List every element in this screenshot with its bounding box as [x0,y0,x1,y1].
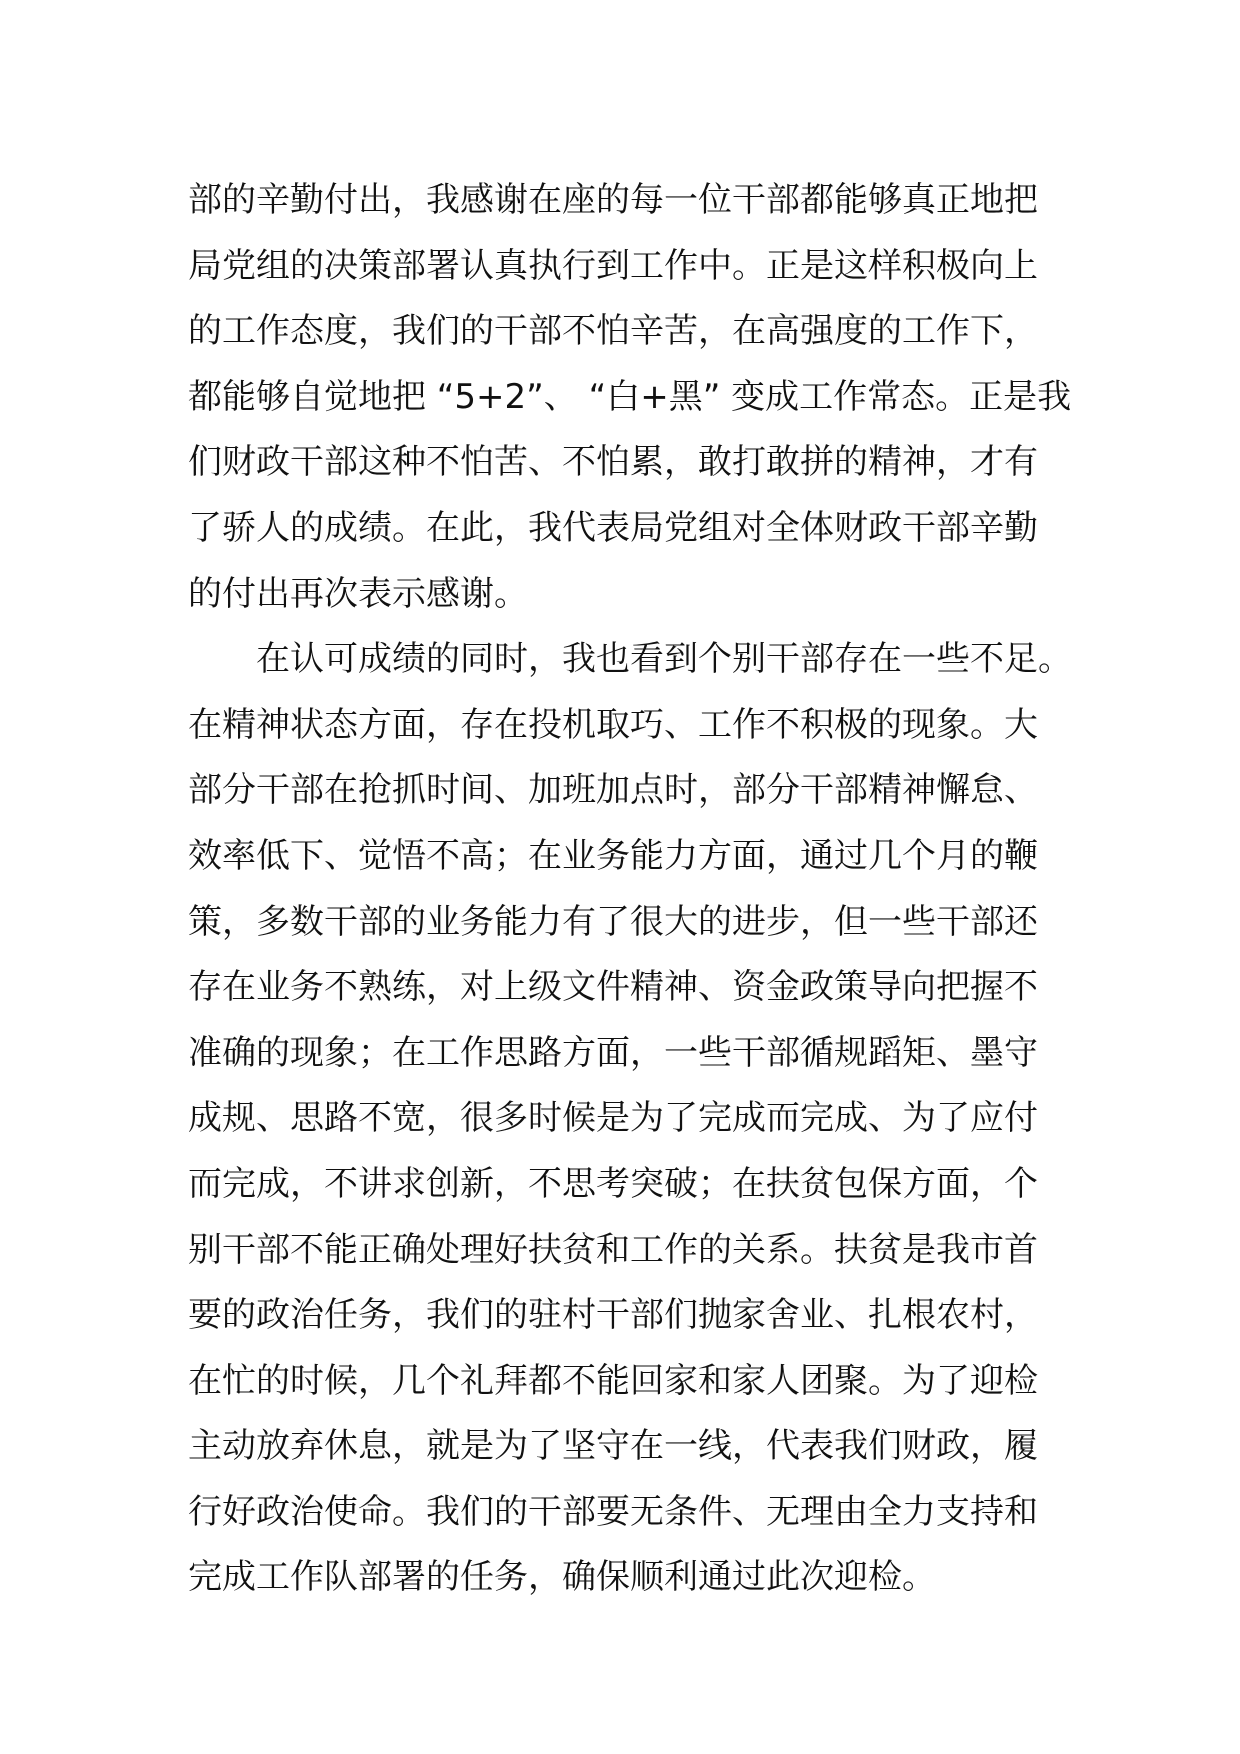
text-line-indented: 在认可成绩的同时，我也看到个别干部存在一些不足。 [256,639,1072,680]
text-line: 们财政干部这种不怕苦、不怕累，敢打敢拼的精神，才有 [188,442,1038,483]
text-line: 行好政治使命。我们的干部要无条件、无理由全力支持和 [188,1491,1038,1532]
text-line: 策，多数干部的业务能力有了很大的进步，但一些干部还 [188,901,1038,942]
text-line: 成规、思路不宽，很多时候是为了完成而完成、为了应付 [188,1098,1038,1139]
text-line: 效率低下、觉悟不高；在业务能力方面，通过几个月的鞭 [188,835,1038,876]
text-line: 在精神状态方面，存在投机取巧、工作不积极的现象。大 [188,704,1038,745]
text-line: 都能够自觉地把 “5+2”、 “白+黑” 变成工作常态。正是我 [188,376,1072,417]
text-line: 主动放弃休息，就是为了坚守在一线，代表我们财政，履 [188,1426,1038,1467]
text-line: 而完成，不讲求创新，不思考突破；在扶贫包保方面，个 [188,1163,1038,1204]
text-line: 部分干部在抢抓时间、加班加点时，部分干部精神懈怠、 [188,770,1038,811]
text-line: 要的政治任务，我们的驻村干部们抛家舍业、扎根农村， [188,1295,1038,1336]
document-body [188,168,1072,1611]
text-line: 完成工作队部署的任务，确保顺利通过此次迎检。 [188,1557,936,1598]
text-line: 的付出再次表示感谢。 [188,573,528,614]
text-line: 存在业务不熟练，对上级文件精神、资金政策导向把握不 [188,967,1038,1008]
text-line: 部的辛勤付出，我感谢在座的每一位干部都能够真正地把 [188,180,1038,220]
paragraph-2 [188,627,1072,1611]
text-line: 在忙的时候，几个礼拜都不能回家和家人团聚。为了迎检 [188,1360,1038,1401]
text-line: 别干部不能正确处理好扶贫和工作的关系。扶贫是我市首 [188,1229,1038,1270]
text-line: 准确的现象；在工作思路方面，一些干部循规蹈矩、墨守 [188,1032,1038,1073]
text-line: 的工作态度，我们的干部不怕辛苦，在高强度的工作下， [188,311,1038,352]
paragraph-1 [188,168,1072,627]
text-line: 局党组的决策部署认真执行到工作中。正是这样积极向上 [188,245,1038,286]
text-line: 了骄人的成绩。在此，我代表局党组对全体财政干部辛勤 [188,507,1038,548]
